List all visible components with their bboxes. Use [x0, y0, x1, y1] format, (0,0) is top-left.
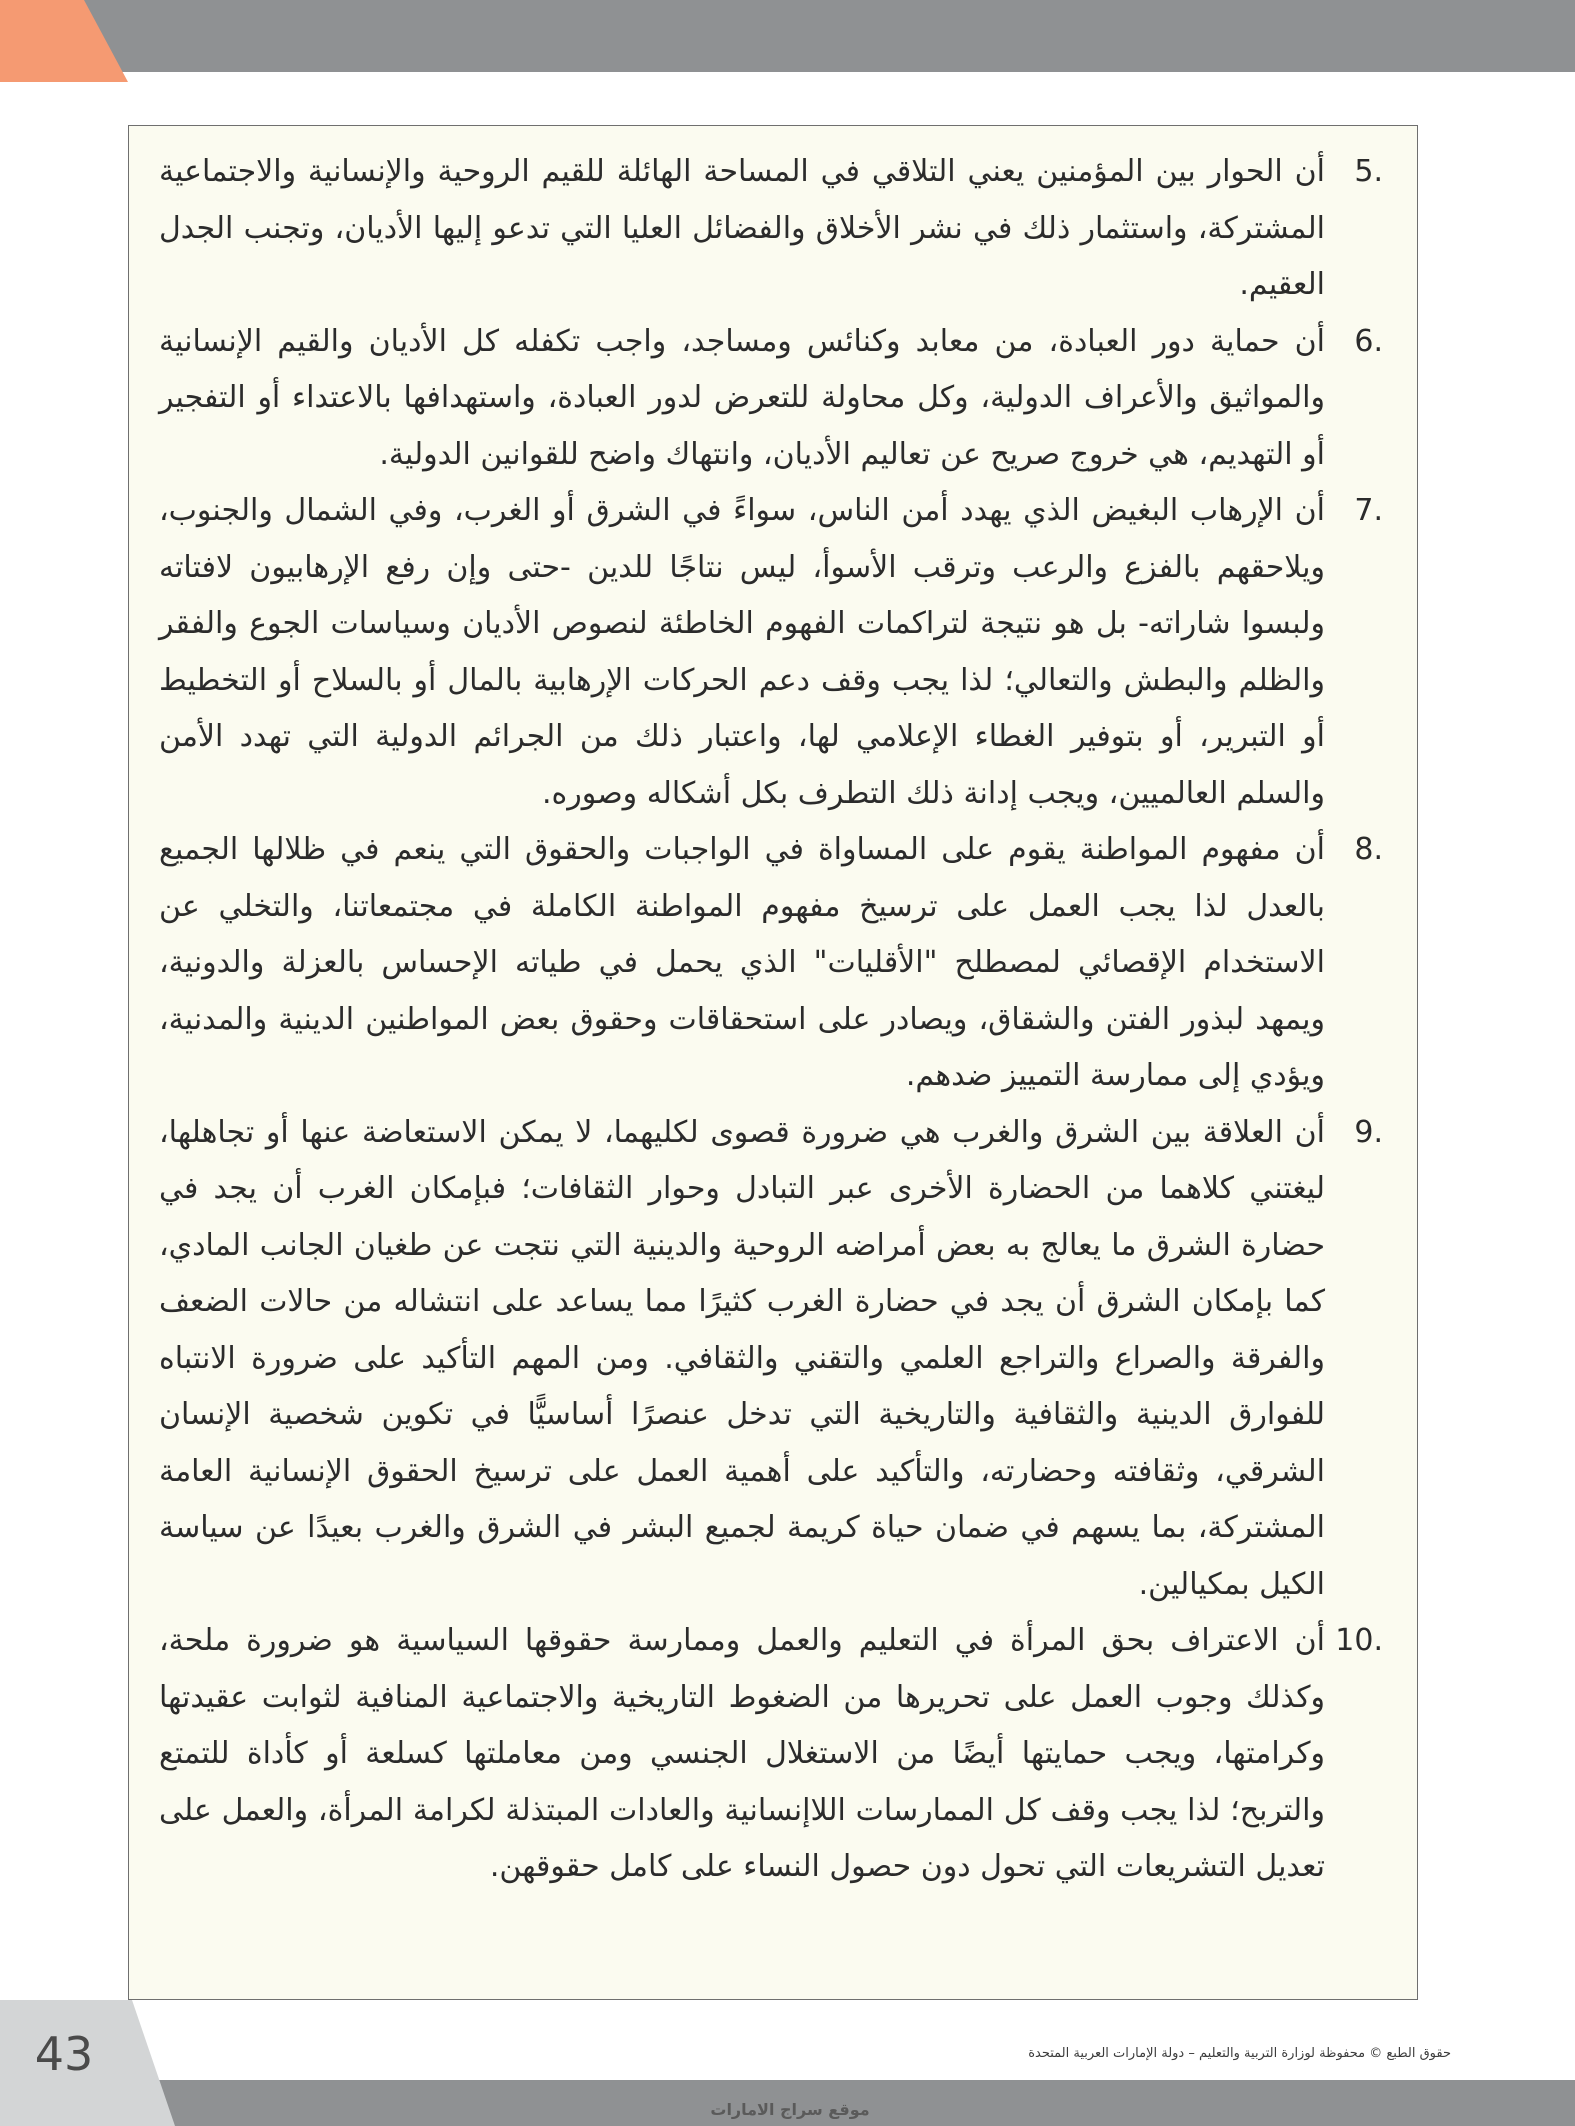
top-header-band — [0, 0, 1575, 72]
article-number: .7 — [1354, 493, 1383, 528]
article-text: أن الاعتراف بحق المرأة في التعليم والعمل وممارسة حقوقها السياسية هو ضرورة ملحة، وكذلك وجوب العمل على تحريرها من الضغوط التاريخية والاجتماعية المنافية لثوابت عقيدتها وكرامتها، ويجب حمايتها أيضًا من الاستغلال الجنسي ومن معاملتها كسلعة أو كأداة للتمتع والتربح؛ لذا يجب وقف كل الممارسات اللاإنسانية والعادات المبتذلة لكرامة المرأة، والعمل على تعديل التشريعات التي تحول دون حصول النساء على كامل حقوقهن. — [159, 1623, 1325, 1884]
page-number: 43 — [34, 2027, 94, 2081]
article-number: .5 — [1354, 154, 1383, 189]
article-number: .8 — [1354, 832, 1383, 867]
content-box — [128, 125, 1418, 2000]
article-item — [159, 1613, 1383, 1896]
article-text: أن حماية دور العبادة، من معابد وكنائس ومساجد، واجب تكفله كل الأديان والقيم الإنسانية والمواثيق والأعراف الدولية، وكل محاولة للتعرض لدور العبادة، واستهدافها بالاعتداء أو التفجير أو التهديم، هي خروج صريح عن تعاليم الأديان، وانتهاك واضح للقوانين الدولية. — [159, 323, 1325, 472]
article-number: .9 — [1354, 1114, 1383, 1150]
article-text: أن العلاقة بين الشرق والغرب هي ضرورة قصوى لكليهما، لا يمكن الاستعاضة عنها أو تجاهلها، ليغتني كلاهما من الحضارة الأخرى عبر التبادل وحوار الثقافات؛ فبإمكان الغرب أن يجد في حضارة الشرق ما يعالج به بعض أمراضه الروحية والدينية التي نتجت عن طغيان الجانب المادي، كما بإمكان الشرق أن يجد في حضارة الغرب كثيرًا مما يساعد على انتشاله من حالات الضعف والفرقة والصراع والتراجع العلمي والتقني والثقافي. ومن المهم التأكيد على ضرورة الانتباه للفوارق الدينية والثقافية والتاريخية التي تدخل عنصرًا أساسيًّا في تكوين شخصية الإنسان الشرقي، وثقافته وحضارته، والتأكيد على أهمية العمل على ترسيخ الحقوق الإنسانية العامة المشتركة، بما يسهم في ضمان حياة كريمة لجميع البشر في الشرق والغرب بعيدًا عن سياسة الكيل بمكيالين. — [159, 1114, 1325, 1602]
article-item — [159, 1105, 1383, 1614]
article-text: أن الحوار بين المؤمنين يعني التلاقي في المساحة الهائلة للقيم الروحية والإنسانية والاجتماعية المشتركة، واستثمار ذلك في نشر الأخلاق والفضائل العليا التي تدعو إليها الأديان، وتجنب الجدل العقيم. — [159, 154, 1325, 302]
article-text: أن الإرهاب البغيض الذي يهدد أمن الناس، سواءً في الشرق أو الغرب، وفي الشمال والجنوب، ويلاحقهم بالفزع والرعب وترقب الأسوأ، ليس نتاجًا للدين -حتى وإن رفع الإرهابيون لافتاته ولبسوا شاراته- بل هو نتيجة لتراكمات الفهوم الخاطئة لنصوص الأديان وسياسات الجوع والفقر والظلم والبطش والتعالي؛ لذا يجب وقف دعم الحركات الإرهابية بالمال أو بالسلاح أو التخطيط أو التبرير، أو بتوفير الغطاء الإعلامي لها، واعتبار ذلك من الجرائم الدولية التي تهدد الأمن والسلم العالميين، ويجب إدانة ذلك التطرف بكل أشكاله وصوره. — [159, 493, 1325, 811]
copyright-notice: حقوق الطبع © محفوظة لوزارة التربية والتعليم – دولة الإمارات العربية المتحدة — [1028, 2046, 1451, 2061]
article-list — [129, 126, 1417, 1896]
article-item — [159, 822, 1383, 1105]
article-number: .10 — [1335, 1623, 1383, 1658]
article-item — [159, 483, 1383, 822]
article-number: .6 — [1354, 323, 1383, 359]
article-item — [159, 144, 1383, 314]
site-name: موقع سراج الامارات — [710, 2100, 870, 2119]
article-text: أن مفهوم المواطنة يقوم على المساواة في الواجبات والحقوق التي ينعم في ظلالها الجميع بالعدل لذا يجب العمل على ترسيخ مفهوم المواطنة الكاملة في مجتمعاتنا، والتخلي عن الاستخدام الإقصائي لمصطلح "الأقليات" الذي يحمل في طياته الإحساس بالعزلة والدونية، ويمهد لبذور الفتن والشقاق، ويصادر على استحقاقات وحقوق بعض المواطنين الدينية والمدنية، ويؤدي إلى ممارسة التمييز ضدهم. — [159, 832, 1325, 1093]
article-item — [159, 314, 1383, 484]
